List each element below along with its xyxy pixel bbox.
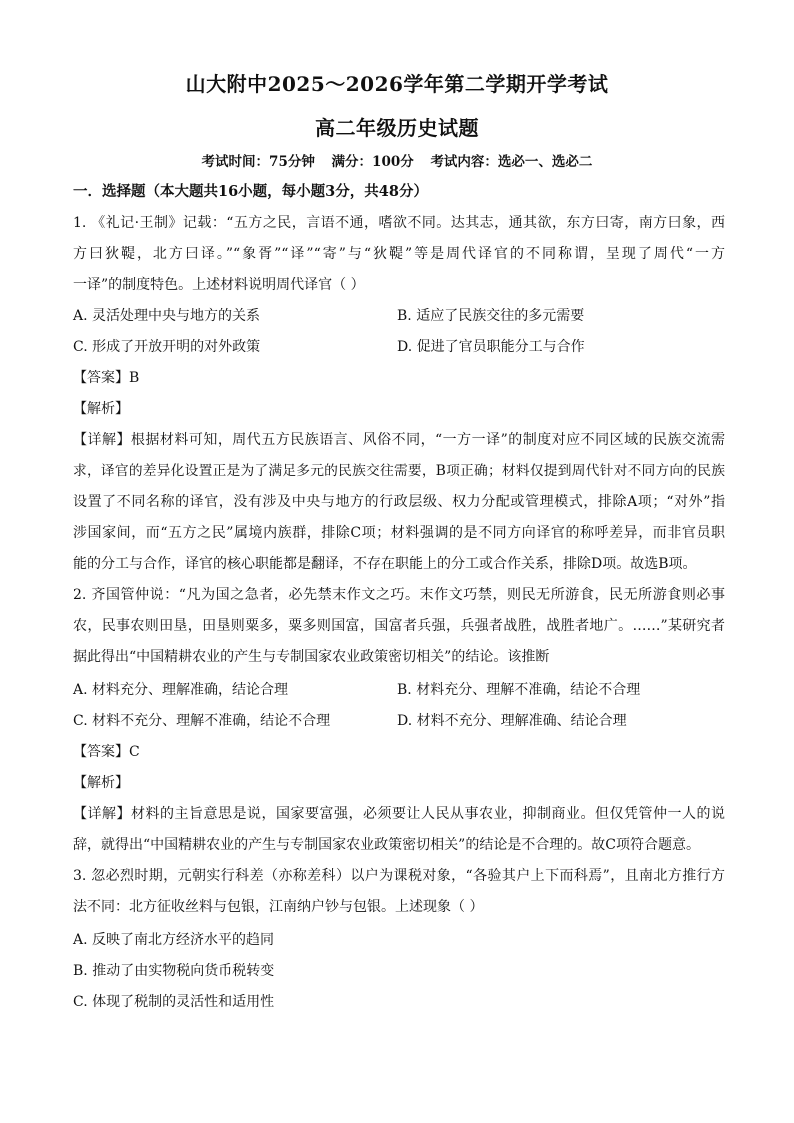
q1-detail-line: 涉国家间，而“五方之民”属境内族群，排除C项；材料强调的是不同方向译官的称呼差异，而非官员职 xyxy=(73,525,725,541)
q1-detail-line: 求，译官的差异化设置正是为了满足多元的民族交往需要，B项正确；材料仅提到周代针对不同方向的民族 xyxy=(73,463,725,479)
q3-option-b: B. 推动了由实物税向货币税转变 xyxy=(73,963,275,979)
q1-answer: 【答案】B xyxy=(73,370,140,386)
exam-time: 考试时间：75分钟 xyxy=(201,154,315,170)
q1-detail-line: 能的分工与合作，译官的核心职能都是翻译，不存在职能上的分工或合作关系，排除D项。故选B项。 xyxy=(73,556,697,572)
q1-detail-line: 设置了不同名称的译官，没有涉及中央与地方的行政层级、权力分配或管理模式，排除A项；“对外”指 xyxy=(73,494,725,510)
q2-option-c: C. 材料不充分、理解不准确，结论不合理 xyxy=(73,713,331,729)
q1-stem-line: 1. 《礼记·王制》记载：“五方之民，言语不通，嗜欲不同。达其志，通其欲，东方曰寄，南方曰象，西 xyxy=(73,215,725,231)
q1-option-b: B. 适应了民族交往的多元需要 xyxy=(397,308,585,324)
full-score: 满分：100分 xyxy=(331,154,414,170)
q2-stem-line: 2. 齐国管仲说：“凡为国之急者，必先禁末作文之巧。末作文巧禁，则民无所游食，民无所游食则必事 xyxy=(73,587,725,603)
q2-detail-line: 辞，就得出“中国精耕农业的产生与专制国家农业政策密切相关”的结论是不合理的。故C项符合题意。 xyxy=(73,837,701,853)
q2-option-a: A. 材料充分、理解准确，结论合理 xyxy=(73,682,289,698)
exam-info xyxy=(0,150,794,170)
section-title: 一．选择题（本大题共16小题，每小题3分，共48分） xyxy=(73,183,428,200)
q2-stem-line: 农，民事农则田垦，田垦则粟多，粟多则国富，国富者兵强，兵强者战胜，战胜者地广。……”某研究者 xyxy=(73,618,725,634)
q3-option-a: A. 反映了南北方经济水平的趋同 xyxy=(73,932,275,948)
exam-subtitle: 高二年级历史试题 xyxy=(315,116,479,140)
q2-option-d: D. 材料不充分、理解准确、结论合理 xyxy=(397,713,627,729)
q2-stem-line: 据此得出“中国精耕农业的产生与专制国家农业政策密切相关”的结论。该推断 xyxy=(73,649,550,665)
q1-option-d: D. 促进了官员职能分工与合作 xyxy=(397,339,585,355)
q1-detail-line: 【详解】根据材料可知，周代五方民族语言、风俗不同，“一方一译”的制度对应不同区域的民族交流需 xyxy=(73,432,725,448)
exam-title: 山大附中2025～2026学年第二学期开学考试 xyxy=(185,72,609,96)
q1-option-c: C. 形成了开放开明的对外政策 xyxy=(73,339,261,355)
q2-option-b: B. 材料充分、理解不准确，结论不合理 xyxy=(397,682,641,698)
q2-analysis-label: 【解析】 xyxy=(73,775,129,791)
q1-option-a: A. 灵活处理中央与地方的关系 xyxy=(73,308,261,324)
q3-stem-line: 法不同：北方征收丝料与包银，江南纳户钞与包银。上述现象（ ） xyxy=(73,899,484,915)
q2-answer: 【答案】C xyxy=(73,744,140,760)
q1-analysis-label: 【解析】 xyxy=(73,401,129,417)
q1-stem-line: 方曰狄鞮，北方曰译。”“象胥”“译”“寄”与“狄鞮”等是周代译官的不同称谓，呈现了周代“一方 xyxy=(73,246,725,262)
q3-option-c: C. 体现了税制的灵活性和适用性 xyxy=(73,994,275,1010)
exam-content: 考试内容：选必一、选必二 xyxy=(430,154,593,170)
q2-detail-line: 【详解】材料的主旨意思是说，国家要富强，必须要让人民从事农业，抑制商业。但仅凭管仲一人的说 xyxy=(73,806,725,822)
q3-stem-line: 3. 忽必烈时期，元朝实行科差（亦称差科）以户为课税对象，“各验其户上下而科焉”，且南北方推行方 xyxy=(73,868,725,884)
q1-stem-line: 一译”的制度特色。上述材料说明周代译官（ ） xyxy=(73,277,365,293)
